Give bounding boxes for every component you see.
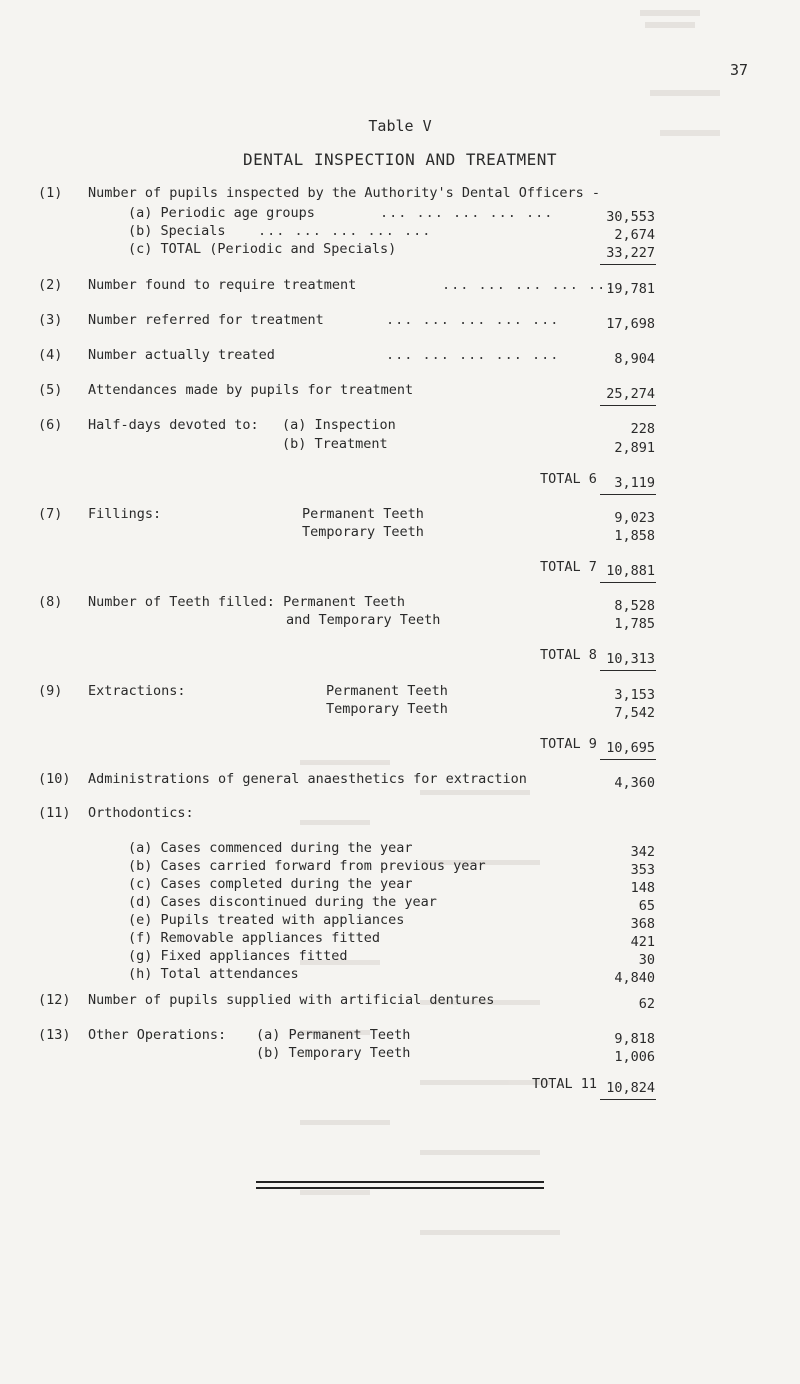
item-9b-value: 7,542	[614, 705, 655, 721]
item-8b-label: and Temporary Teeth	[286, 612, 441, 628]
item-13a-label: (a) Permanent Teeth	[256, 1027, 411, 1043]
item-13a-value: 9,818	[614, 1031, 655, 1047]
item-9-number: (9)	[38, 683, 63, 699]
orthodontics-row-label: (h) Total attendances	[128, 966, 299, 982]
item-1-label: Number of pupils inspected by the Authority's Dental Officers -	[88, 185, 601, 201]
item-1c-label: (c) TOTAL (Periodic and Specials)	[128, 241, 397, 257]
total-11-value: 10,824	[606, 1080, 655, 1096]
item-2-number: (2)	[38, 277, 63, 293]
item-10-label: Administrations of general anaesthetics for extraction	[88, 771, 527, 787]
item-7-label: Fillings:	[88, 506, 162, 522]
end-rule	[256, 1181, 544, 1189]
total-9-value: 10,695	[606, 740, 655, 756]
total-rule	[600, 759, 656, 760]
orthodontics-row-value: 30	[638, 952, 655, 968]
item-5-number: (5)	[38, 382, 63, 398]
item-9b-label: Temporary Teeth	[326, 701, 448, 717]
orthodontics-row-value: 353	[630, 862, 655, 878]
item-8a-value: 8,528	[614, 598, 655, 614]
item-1b-value: 2,674	[614, 227, 655, 243]
item-12-value: 62	[638, 996, 655, 1012]
total-rule	[600, 264, 656, 265]
total-8-label: TOTAL 8	[540, 647, 597, 663]
orthodontics-row-value: 4,840	[614, 970, 655, 986]
item-2-label: Number found to require treatment	[88, 277, 357, 293]
total-rule	[600, 582, 656, 583]
item-7a-value: 9,023	[614, 510, 655, 526]
item-2-value: 19,781	[606, 281, 655, 297]
item-1c-value: 33,227	[606, 245, 655, 261]
item-8-label: Number of Teeth filled: Permanent Teeth	[88, 594, 405, 610]
orthodontics-row-value: 342	[630, 844, 655, 860]
item-6-label: Half-days devoted to:	[88, 417, 259, 433]
item-13b-value: 1,006	[614, 1049, 655, 1065]
item-4-number: (4)	[38, 347, 63, 363]
item-9a-value: 3,153	[614, 687, 655, 703]
total-6-label: TOTAL 6	[540, 471, 597, 487]
item-4-value: 8,904	[614, 351, 655, 367]
item-5-label: Attendances made by pupils for treatment	[88, 382, 414, 398]
total-rule	[600, 1099, 656, 1100]
item-11-label: Orthodontics:	[88, 805, 194, 821]
item-13b-label: (b) Temporary Teeth	[256, 1045, 411, 1061]
item-10-number: (10)	[38, 771, 71, 787]
item-4-label: Number actually treated	[88, 347, 275, 363]
total-rule	[600, 494, 656, 495]
page-title: DENTAL INSPECTION AND TREATMENT	[242, 150, 558, 169]
item-3-number: (3)	[38, 312, 63, 328]
item-6a-label: (a) Inspection	[282, 417, 396, 433]
total-11-label: TOTAL 11	[532, 1076, 598, 1092]
total-7-value: 10,881	[606, 563, 655, 579]
item-7b-value: 1,858	[614, 528, 655, 544]
item-10-value: 4,360	[614, 775, 655, 791]
item-9a-label: Permanent Teeth	[326, 683, 448, 699]
orthodontics-row-label: (a) Cases commenced during the year	[128, 840, 413, 856]
item-13-label: Other Operations:	[88, 1027, 227, 1043]
leader-dots: ... ... ... ... ...	[442, 277, 616, 293]
item-1a-label: (a) Periodic age groups	[128, 205, 315, 221]
orthodontics-row-label: (f) Removable appliances fitted	[128, 930, 380, 946]
item-8-number: (8)	[38, 594, 63, 610]
item-6b-label: (b) Treatment	[282, 436, 388, 452]
item-5-value: 25,274	[606, 386, 655, 402]
item-6a-value: 228	[630, 421, 655, 437]
total-7-label: TOTAL 7	[540, 559, 597, 575]
item-8b-value: 1,785	[614, 616, 655, 632]
item-3-value: 17,698	[606, 316, 655, 332]
total-9-label: TOTAL 9	[540, 736, 597, 752]
page-number: 37	[730, 61, 749, 79]
item-11-number: (11)	[38, 805, 71, 821]
orthodontics-row-label: (b) Cases carried forward from previous year	[128, 858, 486, 874]
orthodontics-row-value: 148	[630, 880, 655, 896]
item-12-label: Number of pupils supplied with artificial dentures	[88, 992, 495, 1008]
orthodontics-row-label: (g) Fixed appliances fitted	[128, 948, 348, 964]
orthodontics-row-value: 65	[638, 898, 655, 914]
orthodontics-row-label: (c) Cases completed during the year	[128, 876, 413, 892]
total-rule	[600, 405, 656, 406]
item-13-number: (13)	[38, 1027, 71, 1043]
table-label: Table V	[368, 117, 432, 135]
item-7a-label: Permanent Teeth	[302, 506, 424, 522]
orthodontics-row-value: 421	[630, 934, 655, 950]
orthodontics-row-label: (e) Pupils treated with appliances	[128, 912, 405, 928]
item-6-number: (6)	[38, 417, 63, 433]
item-9-label: Extractions:	[88, 683, 186, 699]
leader-dots: ... ... ... ... ...	[386, 312, 560, 328]
total-8-value: 10,313	[606, 651, 655, 667]
item-1a-value: 30,553	[606, 209, 655, 225]
item-6b-value: 2,891	[614, 440, 655, 456]
total-rule	[600, 670, 656, 671]
item-7b-label: Temporary Teeth	[302, 524, 424, 540]
leader-dots: ... ... ... ... ...	[380, 205, 554, 221]
leader-dots: ... ... ... ... ...	[386, 347, 560, 363]
item-3-label: Number referred for treatment	[88, 312, 324, 328]
item-1b-label: (b) Specials	[128, 223, 226, 239]
item-1-number: (1)	[38, 185, 63, 201]
orthodontics-row-value: 368	[630, 916, 655, 932]
item-7-number: (7)	[38, 506, 63, 522]
item-12-number: (12)	[38, 992, 71, 1008]
orthodontics-row-label: (d) Cases discontinued during the year	[128, 894, 437, 910]
total-6-value: 3,119	[614, 475, 655, 491]
leader-dots: ... ... ... ... ...	[258, 223, 432, 239]
